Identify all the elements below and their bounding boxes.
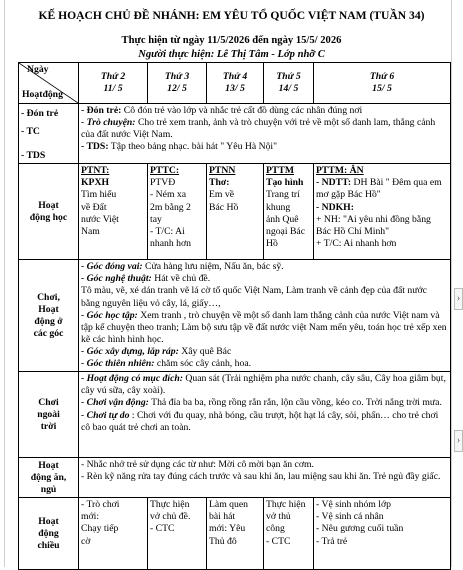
learning-row [19, 164, 451, 260]
welcome-content: - Đón trẻ: Cô đón trẻ vào lớp và nhắc trẻ cất đồ dùng các nhân đúng nơi - Trò chuyện: Cho trẻ xem tranh, ảnh và trò chuyện với trẻ về một số danh lam, thắng cảnh của đất nước Việt Nam. - TDS: Tập theo bảng nhạc. bài hát " Yêu Hà Nội" [79, 104, 451, 164]
outdoor-label: Chơi ngoài trời [19, 372, 79, 458]
learning-cell-wed: PTNN Thơ: Em về Bác Hồ [207, 164, 264, 260]
afternoon-cell-fri: - Vệ sinh nhóm lớp - Vệ sinh cá nhân - Nêu gương cuối tuần - Trả trẻ [314, 498, 451, 570]
learning-cell-fri: PTTM: ÂN - NDTT: DH Bài " Đêm qua em mơ gặp Bác Hồ" - NDKH: + NH: "Ai yêu nhi đồng bằng Bác Hồ Chí Minh" + T/C: Ai nhanh hơn [314, 164, 451, 260]
afternoon-label: Hoạt động chiều [19, 498, 79, 570]
learning-label: Hoạt động học [19, 164, 79, 260]
meals-row [19, 458, 451, 498]
scroll-right-icon[interactable]: › [454, 288, 463, 310]
welcome-label: - Đón trẻ - TC - TDS [19, 104, 79, 164]
learning-cell-mon: PTNT: KPXH Tìm hiểu về Đất nước Việt Nam [79, 164, 148, 260]
day-header-thu: Thứ 5 14/ 5 [264, 63, 314, 104]
outdoor-row [19, 372, 451, 458]
day-header-tue: Thứ 3 12/ 5 [148, 63, 207, 104]
meals-label: Hoạt động ăn, ngủ [19, 458, 79, 498]
day-header-fri: Thứ 6 15/ 5 [314, 63, 451, 104]
afternoon-cell-tue: Thực hiện vở chủ đề. - CTC [148, 498, 207, 570]
corners-content: - Góc đóng vai: Cửa hàng lưu niệm, Nấu ăn, bác sỹ. - Góc nghệ thuật: Hát về chủ đề. Tô màu, vẽ, xé dán tranh vẽ lá cờ tổ quốc Việt Nam, Làm tranh về cảnh đẹp của đất nước bằng nguyên liệu vỏ cây, lá, giấy…, - Góc học tập: Xem tranh , trò chuyện về một số danh lam thắng cảnh của nước Việt nam và tập kể chuyện theo tranh; Làm bộ sưu tập về đất nước việt Nam mến yêu, toán học trẻ xếp xen kẽ các hình hình học. - Góc xây dựng, lắp ráp: Xây quê Bác - Góc thiên nhiên: chăm sóc cây cảnh, hoa. [79, 260, 451, 372]
scroll-right-icon[interactable]: › [454, 430, 463, 452]
day-header-wed: Thứ 4 13/ 5 [207, 63, 264, 104]
date-range: Thực hiện từ ngày 11/5/2026 đến ngày 15/5/ 2026 [121, 35, 342, 46]
meals-content: - Nhắc nhở trẻ sử dụng các từ như: Mời cô mời bạn ăn cơm. - Rèn kỹ năng rửa tay đúng cách trước và sau khi ăn, lau miệng sau khi ăn. Trẻ ngủ đầy giấc. [79, 458, 451, 498]
page-title: KẾ HOẠCH CHỦ ĐỀ NHÁNH: EM YÊU TỔ QUỐC VIỆT NAM (TUẦN 34) [38, 9, 425, 22]
afternoon-cell-mon: - Trò chơi mới: Chạy tiếp cờ [79, 498, 148, 570]
afternoon-cell-wed: Làm quen bài hát mới: Yêu Thủ đô [207, 498, 264, 570]
learning-cell-thu: PTTM Tạo hình Trang trí khung ảnh Quê ngoại Bác Hồ [264, 164, 314, 260]
corner-header [19, 63, 79, 104]
corner-activity-label: Hoạtđộng [22, 88, 63, 100]
outdoor-content: - Hoạt động có mục đích: Quan sát (Trải nghiệm pha nước chanh, cây sâu, Cây hoa giâm bụt, cây vú sữa, cây xoài). - Chơi vận động: Thả đỉa ba ba, rồng rồng rắn rắn, lộn cầu vồng, kéo co. Trời nắng trời mưa. - Chơi tự do : Chơi với đu quay, nhà bóng, cầu trượt, hột hạt lá cây, sỏi, phấn… cho trẻ chơi cô bao quát trẻ chơi an toàn. [79, 372, 451, 458]
corners-row [19, 260, 451, 372]
afternoon-row [19, 498, 451, 570]
author-line: Người thực hiện: Lê Thị Tâm - Lớp nhỡ C [138, 49, 325, 60]
corners-label: Chơi, Hoạt động ở các góc [19, 260, 79, 372]
learning-cell-tue: PTTC: PTVĐ - Ném xa 2m bằng 2 tay - T/C: Ai nhanh hơn [148, 164, 207, 260]
corner-day-label: Ngày [27, 64, 49, 75]
welcome-row [19, 104, 451, 164]
afternoon-cell-thu: Thực hiện vở thủ công - CTC [264, 498, 314, 570]
day-header-mon: Thứ 2 11/ 5 [79, 63, 148, 104]
plan-table [18, 62, 451, 570]
